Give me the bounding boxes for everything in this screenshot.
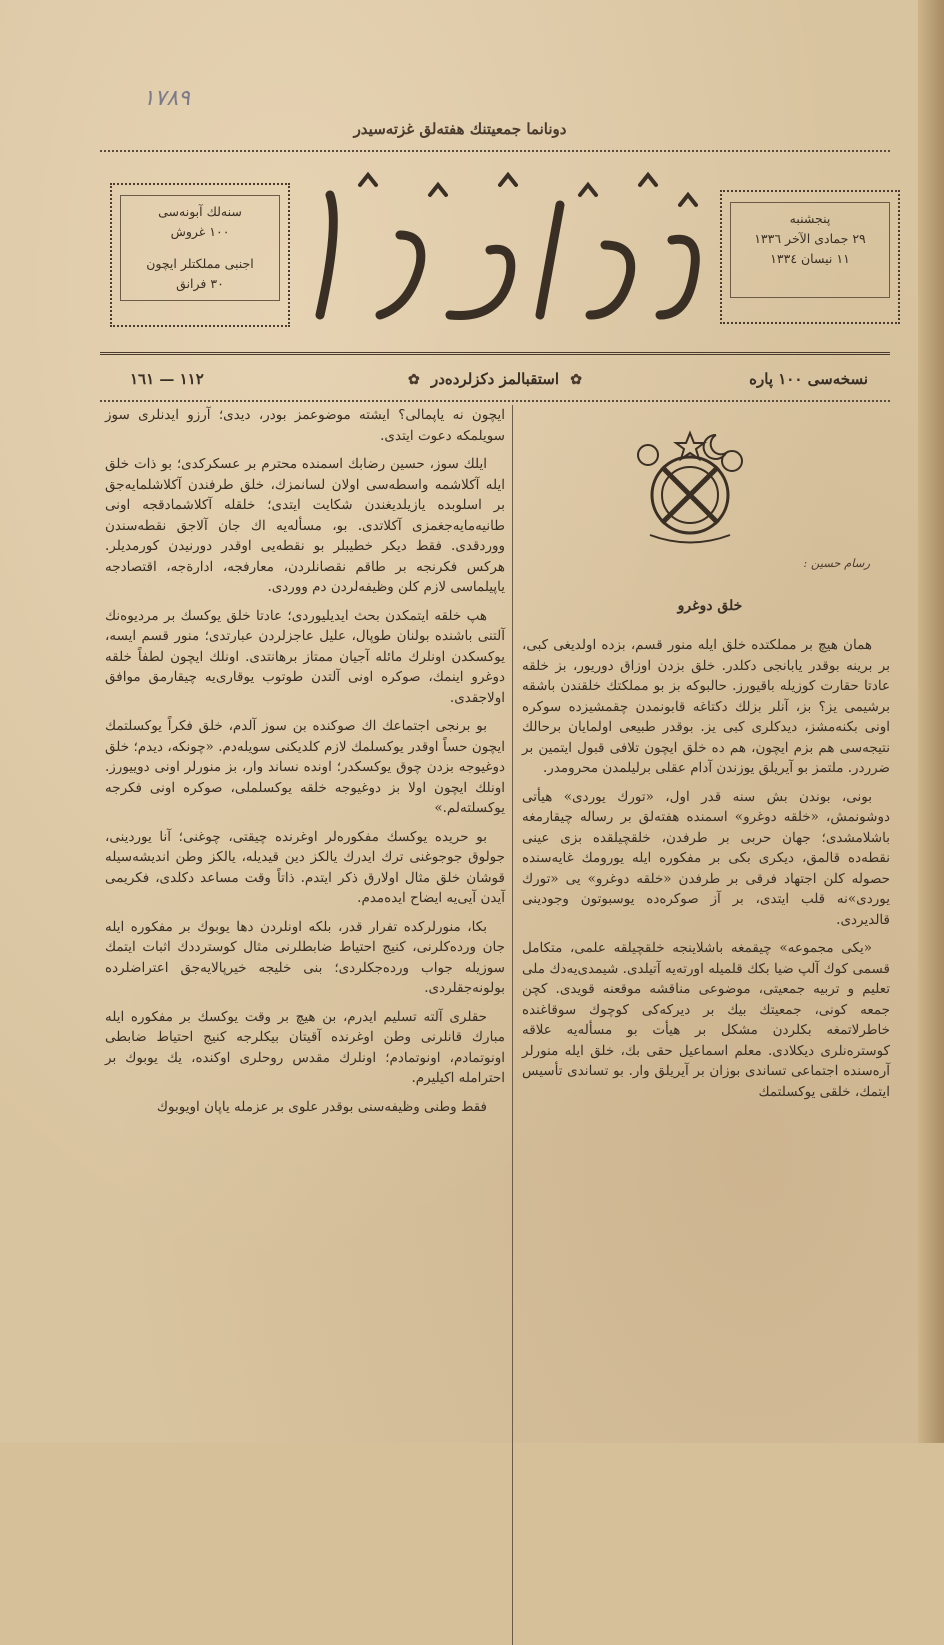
masthead-title bbox=[300, 165, 710, 335]
illustration-caption: رسام حسین : bbox=[803, 556, 870, 570]
right-paragraph: همان هیچ بر مملکتده خلق ایله منور قسم، بزده اولدیغی کبی، بر برینه بوقدر یابانجی دکلدر. خلق بزدن اوزاق دوریور، بز خلقه عادتا حقارت کوزیله باقیورز. حالبوکه بز بو مملکتك خلقندن باشقه برشیمی یز؟ بز، آنلر بزلك دکتاغه قابونمدن چقمشیزده سوکره اونی بکنه‌مشز، دیدکلری کبی یز. بوقدر طبیعی اولمایان برحالك نتیجه‌سی هم بزم ایچون، هم ده خلق ایچون تلافی قبول ایتمین بر ضرردر. ملتمز بو آیریلق یوزندن آدام عقلی برلیلمدن محرومدر. bbox=[522, 637, 890, 776]
rosette-icon: ✿ bbox=[570, 372, 583, 388]
rosette-icon: ✿ bbox=[407, 372, 420, 388]
issue-number: ١١٢ — ١٦١ bbox=[130, 370, 204, 388]
right-paragraph: بونی، بوندن بش سنه قدر اول، «تورك یوردی» هیأتی دوشونمش، «خلقه دوغرو» اسمنده هفته‌لق بر رساله چیقارمغه باشلامشدی؛ جهان حربی بر طرفدن، خلقچیلقده بزی عینی نقطه‌ده قالمق، دیکری بکی بر مفکوره ایله یورومك غایه‌سنده حصوله کلن اجتهاد فرقی بر طرفدن «خلقه دوغرو» یی «تورك یوردی»نه قلب ایتدی، بر آز صوکره‌ده یوسبوتون وجودینی قالدیردی. bbox=[522, 788, 890, 928]
subscription-line-2: ١٠٠ غروش bbox=[170, 224, 230, 239]
page-edge bbox=[918, 0, 944, 1443]
right-column bbox=[522, 635, 890, 1110]
article-heading: خلق دوغرو bbox=[677, 598, 743, 614]
left-paragraph: بو برنجی اجتماعك اك صوکنده بن سوز آلدم، خلق فکراً یوکسلتمك ایچون حساً اوقدر یوکسلمك لازم کلدیکنی سویله‌دم. «چونکه، دیدم؛ خلق دوغیوجه بزدن چوق یوکسکدر؛ اونده نساند وار، بز منورلر اونی دوییورز. اونلك ایچون اولا بز دوغیوجه خلقه یوکسلملی، صوکره اونی فکرجه یوکسلته‌لم.» bbox=[105, 718, 505, 816]
navy-emblem bbox=[620, 415, 760, 555]
emblem-illustration bbox=[620, 415, 760, 555]
subscription-line-4: ٣٠ فرانق bbox=[176, 276, 224, 291]
left-paragraph: هپ خلقه ایتمکدن بحث ایدیلیوردی؛ عادتا خلق یوکسك بر مردیوه‌نك آلتنی باشنده بولنان طوپال، علیل عاجزلردن عبارتدی؛ منور قسم ایسه، یوکسکدن اونلرك مائله آجیان ممتاز برهانتدی. اونلك ایچون لطفاً خلقه دوغرو اینمك، صوکره اونی آلتدن طوتوب یوقاری‌یه چیقارمق موافق اولاجقدی. bbox=[105, 607, 505, 706]
left-paragraph: ایچون نه یاپمالی؟ ایشته موضوعمز بودر، دیدی؛ آرزو ایدنلری سوز سویلمکه دعوت ایتدی. bbox=[105, 407, 505, 444]
hijri-date: ٢٩ جمادی الآخر ١٣٣٦ bbox=[754, 231, 866, 246]
left-paragraph: فقط وطنی وظیفه‌سنی بوقدر علوی بر عزمله یاپان اویوبوك bbox=[156, 1098, 487, 1115]
strip-bottom-rule bbox=[100, 400, 890, 402]
masthead-calligraphy bbox=[300, 165, 710, 335]
rumi-date: ١١ نیسان ١٣٣٤ bbox=[770, 251, 850, 266]
motto bbox=[100, 370, 890, 388]
masthead-text: دونانما bbox=[503, 330, 507, 331]
tagline: دونانما جمعیتنك هفته‌لق غزته‌سیدر bbox=[353, 120, 567, 138]
left-column bbox=[105, 405, 505, 1125]
masthead-bottom-rule bbox=[100, 352, 890, 355]
subscription-box bbox=[110, 183, 290, 327]
left-paragraph: بکا، منورلرکده تفرار قدر، بلکه اونلردن دها یوبوك بر مفکوره ایله جان ورده‌کلرنی، کنیج احتیاط ضابطلرنی مثال کوسترددك اثبات ایتمك سوزیله جواب ورده‌جکلردی؛ بنی خلیجه خیرپالایه‌جق اعتراضلرده بولونه‌جقلردی. bbox=[105, 918, 505, 996]
left-paragraph: ایلك سوز، حسین رضابك اسمنده محترم بر عسکرکدی؛ بو ذات خلق ایله آکلاشمه واسطه‌سی اولان لسانمزك، خلق طرفندن آکلاشلمایه‌جق بر اسلوبده یازیلدیغندن شکایت ایتدی؛ خلقله آکلاشمادقجه اونی طانیه‌مایه‌جغمزی آکلاتدی. بو، مسأله‌یه اك جان آلاجق نقطه‌سندن ووردقدی. فقط دیکر خطیبلر بو نقطه‌یی اوقدر دورنیدن کورمدیلر. هرکس فکرنجه بر طاقم نقصانلردن، معارفجه، ادارةجه، اقتصادجه یاپیلماسی لازم کلن وظیفه‌لردن دم ووردی. bbox=[105, 456, 505, 595]
archive-number: ١٧٨٩ bbox=[142, 86, 190, 111]
price: نسخه‌سی ١٠٠ پاره bbox=[749, 370, 868, 388]
left-paragraph: حقلری آلته تسلیم ایدرم، بن هیچ بر وقت یوکسك بر مفکوره ایله مبارك قانلرنی وطن اوغرنده آقیتان بیکلرجه کنیج احتیاط ضابطی اونوتمادم، اونوتمادم؛ اونلرك مقدس روحلری اوکنده، یك یوبوك بر احترامله اکیلیرم. bbox=[105, 1008, 505, 1086]
top-rule bbox=[100, 150, 890, 152]
subscription-line-1: سنه‌لك آبونه‌سی bbox=[158, 204, 242, 219]
weekday: پنجشنبه bbox=[789, 211, 831, 226]
left-paragraph: بو حریده یوکسك مفکوره‌لر اوغرنده چیقتی، چوغنی؛ آنا یوردینی، جولوق جوجوغنی ترك ایدرك یالکز دین قیدیله، یالکز وطن اندیشه‌سیله قوشان خلق مثال اولارق ذکر ایتدم. ذاتاً وقت مساعد دکلدی، فکریمی آیدن آیی‌یه ایضاح ایده‌مدم. bbox=[105, 828, 505, 906]
info-strip bbox=[100, 364, 890, 400]
date-box bbox=[720, 190, 900, 324]
motto-text: استقبالمز دکزلرده‌در bbox=[430, 370, 560, 388]
subscription-line-3: اجنبی مملکتلر ایچون bbox=[146, 256, 254, 271]
right-paragraph: «یکی مجموعه» چیقمغه باشلاینجه خلقچیلقه علمی، متکامل قسمی کوك آلپ ضیا بکك قلمیله اورته‌یه آتیلدی. شیمدی‌یه‌دك ملی تعلیم و تربیه جمعیتی، موضوعی مناقشه موقعنه قویدی. کچن جمعه کونی، جمعیتك بیك بر دیرکه‌کی کوچوك سوقاغنده خاطرلاتمغه بکلردن مشکل بر هیأت بو مسأله‌یه علاقه کوستره‌نلری دیکلادی. معلم اسماعیل حقی بك، خلق ایله منورلر آره‌سنده اجتماعی تساندی بوزان بر آیریلق وار. بو تساندی تأسیس ایتمك، خلقی یوکسلتمك bbox=[522, 940, 890, 1100]
column-divider bbox=[512, 405, 513, 1645]
